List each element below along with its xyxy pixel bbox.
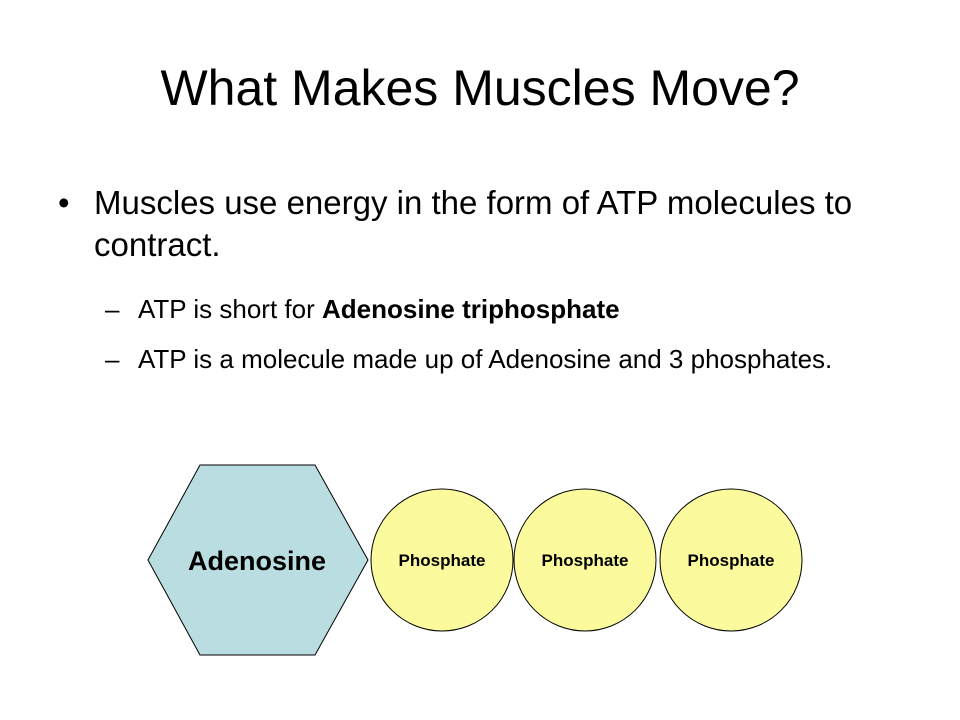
atp-diagram [145,462,815,662]
sub-bullet-marker: – [105,294,120,324]
phosphate-label-3: Phosphate [687,551,775,570]
sub-bullet-text: ATP is a molecule made up of Adenosine and 3 phosphates. [138,344,833,374]
sub-bullet-marker: – [105,344,120,374]
sub-bullet-prefix: ATP is short for [138,294,322,324]
phosphate-label-2: Phosphate [541,551,629,570]
adenosine-triphosphate-term: Adenosine triphosphate [321,294,620,324]
bullet-marker: • [58,184,70,221]
slide-title: What Makes Muscles Move? [160,60,800,116]
phosphate-label-1: Phosphate [398,551,486,570]
sub-bullet-text [138,292,898,326]
atp-diagram-svg [145,462,815,662]
main-bullet-text: Muscles use energy in the form of ATP molecules to contract. [94,184,853,263]
adenosine-label: Adenosine [187,546,327,576]
